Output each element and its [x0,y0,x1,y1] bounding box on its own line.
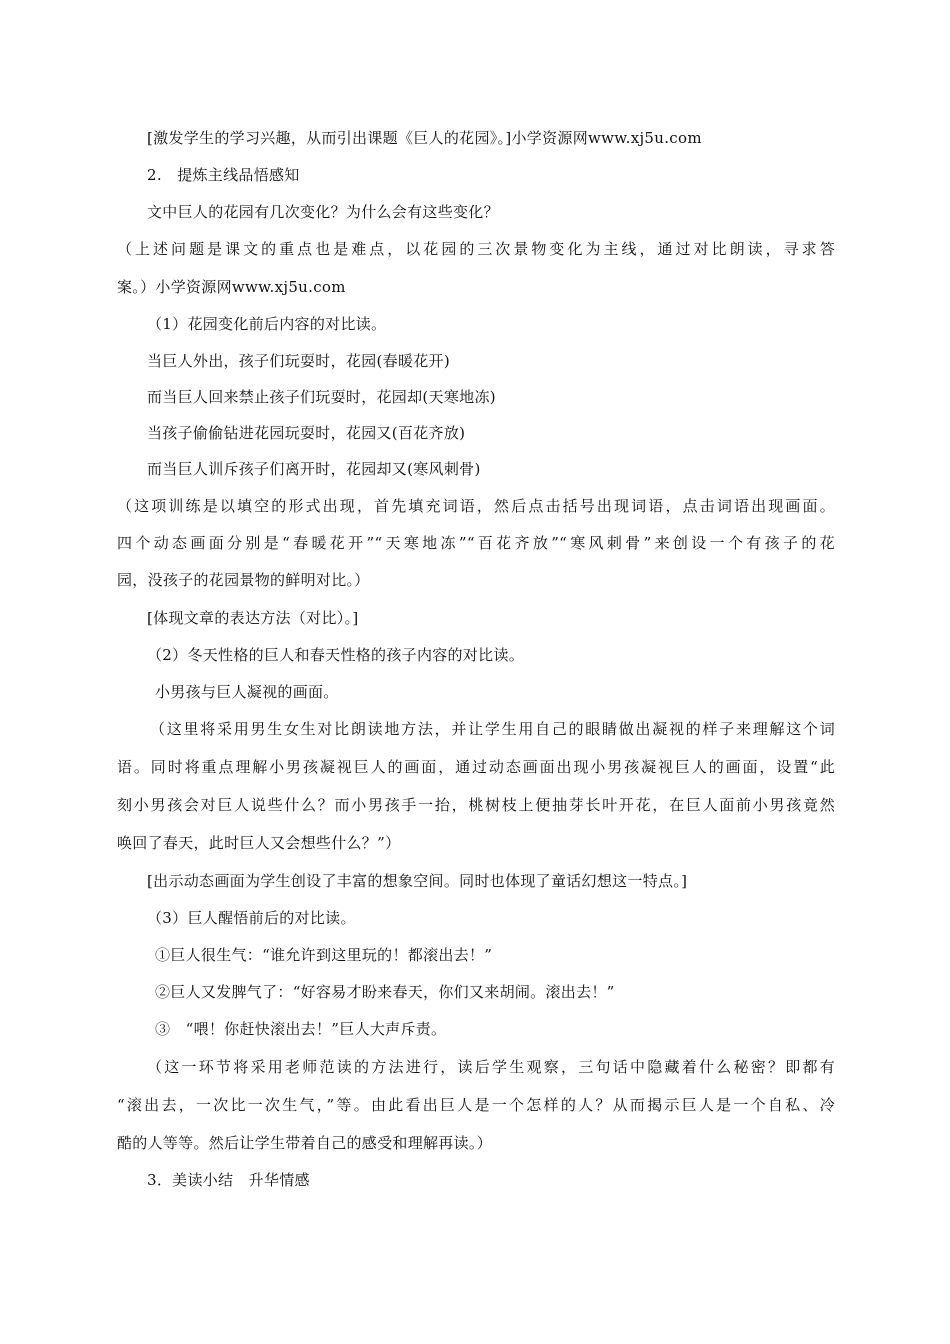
section-heading: 2. 提炼主线品悟感知 [147,166,300,184]
text-line: 当巨人外出，孩子们玩耍时，花园(春暖花开) [147,352,451,370]
text-line: [出示动态画面为学生创设了丰富的想象空间。同时也体现了童话幻想这一特点。] [147,872,688,890]
list-item: ③ “喂！你赶快滚出去！”巨人大声斥责。 [155,1020,447,1038]
text-line: “滚出去，一次比一次生气，”等。由此看出巨人是一个怎样的人？从而揭示巨人是一个自私、冷 [117,1096,835,1114]
text-line: 案。）小学资源网www.xj5u.com [117,278,346,296]
text-line: （这里将采用男生女生对比朗读地方法，并让学生用自己的眼睛做出凝视的样子来理解这个词 [150,720,835,738]
text-line: 四个动态画面分别是“春暖花开”“天寒地冻”“百花齐放”“寒风刺骨”来创设一个有孩子的花 [117,534,835,552]
text-line: 酷的人等等。然后让学生带着自己的感受和理解再读。） [117,1134,493,1152]
text-line: [激发学生的学习兴趣，从而引出课题《巨人的花园》。]小学资源网www.xj5u.com [147,129,702,147]
text-line: 而当巨人回来禁止孩子们玩耍时，花园却(天寒地冻) [147,388,496,406]
text-line: 唤回了春天，此时巨人又会想些什么？”） [117,834,401,852]
list-item: ①巨人很生气：“谁允许到这里玩的！都滚出去！” [155,946,493,964]
text-line: 刻小男孩会对巨人说些什么？而小男孩手一抬，桃树枝上便抽芽长叶开花，在巨人面前小男孩竟然 [117,796,835,814]
section-heading: 3．美读小结 升华情感 [147,1171,310,1189]
text-line: （这项训练是以填空的形式出现，首先填充词语，然后点击括号出现词语，点击词语出现画面。 [117,497,835,515]
text-line: 小男孩与巨人凝视的画面。 [155,683,339,701]
subsection-heading: （1）花园变化前后内容的对比读。 [147,315,387,333]
text-line: 而当巨人训斥孩子们离开时，花园却又(寒风刺骨) [147,460,481,478]
text-line: [体现文章的表达方法（对比）。] [147,609,359,627]
text-line: 园，没孩子的花园景物的鲜明对比。） [117,571,370,589]
subsection-heading: （3）巨人醒悟前后的对比读。 [147,909,356,927]
list-item: ②巨人又发脾气了：“好容易才盼来春天，你们又来胡闹。滚出去！” [155,983,615,1001]
subsection-heading: （2）冬天性格的巨人和春天性格的孩子内容的对比读。 [147,646,525,664]
text-line: 当孩子偷偷钻进花园玩耍时，花园又(百花齐放) [147,424,466,442]
text-line: （这一环节将采用老师范读的方法进行，读后学生观察，三句话中隐藏着什么秘密？即都有 [147,1058,835,1076]
text-line: 文中巨人的花园有几次变化？为什么会有这些变化？ [147,203,499,221]
text-line: 语。同时将重点理解小男孩凝视巨人的画面，通过动态画面出现小男孩凝视巨人的画面，设置“此 [117,758,835,776]
text-line: （上述问题是课文的重点也是难点，以花园的三次景物变化为主线，通过对比朗读，寻求答 [117,240,835,258]
